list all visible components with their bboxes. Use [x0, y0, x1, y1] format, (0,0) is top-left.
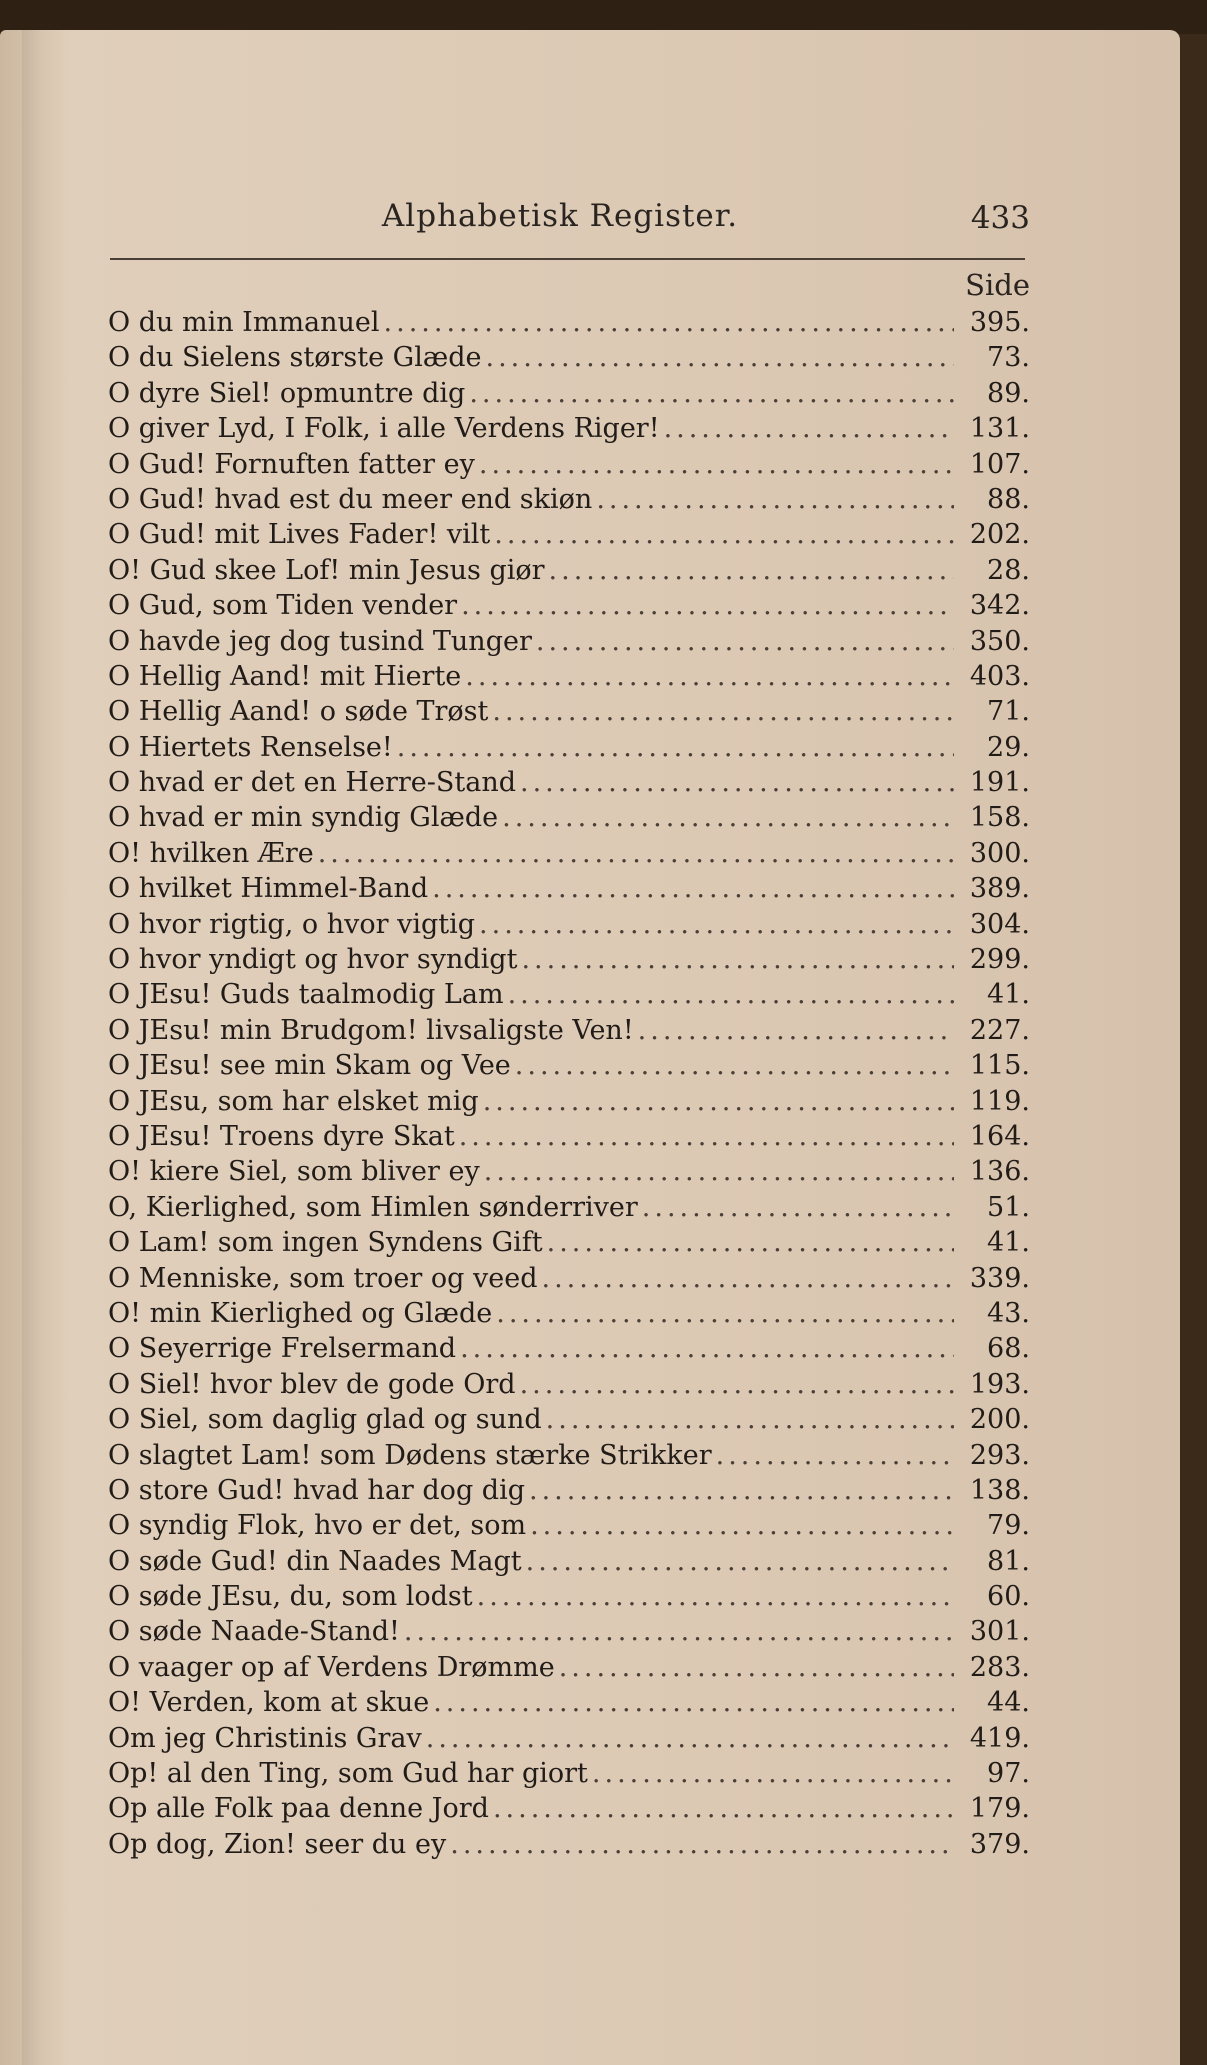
- dot-leader: [433, 1685, 954, 1720]
- dot-leader: [493, 1791, 954, 1826]
- dot-leader: [592, 1756, 954, 1791]
- register-entry: [108, 1791, 1030, 1826]
- dot-leader: [515, 1048, 954, 1083]
- register-entry: [108, 659, 1030, 694]
- entry-page: 227.: [969, 1014, 1030, 1046]
- register-entry: [108, 1331, 1030, 1366]
- dot-leader: [638, 1013, 954, 1048]
- register-entry: [108, 1473, 1030, 1508]
- entry-page: 293.: [969, 1439, 1030, 1471]
- entry-title: O! Verden, kom at skue: [108, 1687, 430, 1719]
- dot-leader: [502, 800, 954, 835]
- entry-title: O Gud, som Tiden vender: [108, 590, 458, 622]
- dot-leader: [484, 1154, 954, 1189]
- dot-leader: [549, 553, 954, 588]
- page-gutter: [22, 30, 42, 2065]
- register-entry: [108, 1508, 1030, 1543]
- dot-leader: [384, 305, 954, 340]
- register-entry: [108, 305, 1030, 340]
- register-entry: [108, 1402, 1030, 1437]
- entry-title: O hvilket Himmel-Band: [108, 873, 429, 905]
- entry-page: 51.: [987, 1191, 1030, 1223]
- entry-page: 299.: [969, 944, 1030, 976]
- entry-title: O hvor rigtig, o hvor vigtig: [108, 908, 476, 940]
- entry-page: 419.: [969, 1722, 1030, 1754]
- dot-leader: [397, 730, 954, 765]
- dot-leader: [664, 411, 954, 446]
- entry-title: O havde jeg dog tusind Tunger: [108, 625, 532, 657]
- entry-title: O Gud! hvad est du meer end skiøn: [108, 483, 593, 515]
- register-entry: [108, 447, 1030, 482]
- entry-title: O Lam! som ingen Syndens Gift: [108, 1227, 543, 1259]
- entry-title: O søde JEsu, du, som lodst: [108, 1581, 473, 1613]
- register-entry: [108, 907, 1030, 942]
- dot-leader: [318, 836, 954, 871]
- entry-page: 68.: [987, 1333, 1030, 1365]
- entry-title: O søde Gud! din Naades Magt: [108, 1545, 522, 1577]
- register-entry: [108, 800, 1030, 835]
- entry-title: O, Kierlighed, som Himlen sønderriver: [108, 1191, 638, 1223]
- entry-page: 395.: [969, 307, 1030, 338]
- dot-leader: [547, 1225, 954, 1260]
- page-title: Alphabetisk Register.: [381, 198, 739, 234]
- entry-page: 179.: [969, 1793, 1030, 1825]
- entry-title: O slagtet Lam! som Dødens stærke Strikker: [108, 1439, 712, 1471]
- entry-page: 43.: [987, 1297, 1030, 1329]
- entry-title: O Hellig Aand! mit Hierte: [108, 660, 462, 692]
- register-entry: [108, 1579, 1030, 1614]
- register-entry: [108, 1013, 1030, 1048]
- entry-title: O hvor yndigt og hvor syndigt: [108, 944, 518, 976]
- entry-title: O Menniske, som troer og veed: [108, 1262, 538, 1294]
- dot-leader: [536, 624, 954, 659]
- entry-title: O! hvilken Ære: [108, 837, 314, 869]
- dot-leader: [546, 1402, 954, 1437]
- register-entry: [108, 836, 1030, 871]
- entry-title: Op! al den Ting, som Gud har giort: [108, 1758, 588, 1790]
- entry-title: O store Gud! hvad har dog dig: [108, 1474, 526, 1506]
- dot-leader: [521, 942, 954, 977]
- entry-title: O! kiere Siel, som bliver ey: [108, 1156, 480, 1188]
- dot-leader: [559, 1650, 954, 1685]
- dot-leader: [716, 1438, 954, 1473]
- register-entry: [108, 1190, 1030, 1225]
- entry-page: 350.: [969, 625, 1030, 657]
- entry-title: O hvad er min syndig Glæde: [108, 802, 499, 834]
- register-entry: [108, 482, 1030, 517]
- register-entry: [108, 1827, 1030, 1862]
- register-entry: [108, 1367, 1030, 1402]
- entry-page: 193.: [969, 1368, 1030, 1400]
- register-entry: [108, 765, 1030, 800]
- entry-page: 131.: [969, 413, 1030, 445]
- entry-page: 73.: [987, 342, 1030, 374]
- entry-title: O Siel, som daglig glad og sund: [108, 1404, 542, 1436]
- entry-page: 191.: [969, 767, 1030, 799]
- entry-title: O Hiertets Renselse!: [108, 731, 393, 763]
- dot-leader: [486, 340, 954, 375]
- entry-title: O giver Lyd, I Folk, i alle Verdens Riger!: [108, 413, 660, 445]
- dot-leader: [461, 588, 954, 623]
- entry-title: O Siel! hvor blev de gode Ord: [108, 1368, 516, 1400]
- entry-title: O hvad er det en Herre-Stand: [108, 767, 516, 799]
- entry-page: 301.: [969, 1616, 1030, 1648]
- entry-title: O Seyerrige Frelsermand: [108, 1333, 457, 1365]
- entry-page: 41.: [987, 979, 1030, 1011]
- dot-leader: [530, 1508, 954, 1543]
- entry-title: O du min Immanuel: [108, 307, 380, 338]
- register-entry: [108, 1225, 1030, 1260]
- entry-title: Op alle Folk paa denne Jord: [108, 1793, 489, 1825]
- register-entry: [108, 977, 1030, 1012]
- entry-page: 88.: [987, 483, 1030, 515]
- entry-title: O syndig Flok, hvo er det, som: [108, 1510, 527, 1542]
- entry-title: O JEsu! see min Skam og Vee: [108, 1050, 511, 1082]
- entry-page: 41.: [987, 1227, 1030, 1259]
- entry-page: 28.: [987, 554, 1030, 586]
- register-entry: [108, 1756, 1030, 1791]
- dot-leader: [526, 1544, 954, 1579]
- entry-page: 342.: [969, 590, 1030, 622]
- entry-title: O Hellig Aand! o søde Trøst: [108, 696, 489, 728]
- register-entry: [108, 411, 1030, 446]
- entry-page: 81.: [987, 1545, 1030, 1577]
- dot-leader: [494, 517, 954, 552]
- register-entry: [108, 1048, 1030, 1083]
- entry-page: 89.: [987, 377, 1030, 409]
- register-entry: [108, 1544, 1030, 1579]
- entry-page: 339.: [969, 1262, 1030, 1294]
- entry-page: 107.: [969, 448, 1030, 480]
- entry-page: 44.: [987, 1687, 1030, 1719]
- entry-title: O Gud! Fornuften fatter ey: [108, 448, 475, 480]
- entry-page: 115.: [969, 1050, 1030, 1082]
- entry-title: Om jeg Christinis Grav: [108, 1722, 422, 1754]
- register-list: [108, 305, 1030, 1862]
- entry-title: O JEsu, som har elsket mig: [108, 1085, 479, 1117]
- page-column-label: Side: [965, 268, 1030, 302]
- entry-page: 158.: [969, 802, 1030, 834]
- register-entry: [108, 553, 1030, 588]
- dot-leader: [642, 1190, 954, 1225]
- entry-page: 304.: [969, 908, 1030, 940]
- entry-title: O dyre Siel! opmuntre dig: [108, 377, 466, 409]
- entry-page: 389.: [969, 873, 1030, 905]
- dot-leader: [465, 659, 954, 694]
- dot-leader: [469, 376, 954, 411]
- register-entry: [108, 1084, 1030, 1119]
- register-entry: [108, 871, 1030, 906]
- register-entry: [108, 1650, 1030, 1685]
- register-entry: [108, 624, 1030, 659]
- header-rule: [110, 258, 1025, 260]
- dot-leader: [450, 1827, 954, 1862]
- entry-page: 79.: [987, 1510, 1030, 1542]
- dot-leader: [520, 1367, 954, 1402]
- dot-leader: [460, 1331, 954, 1366]
- dot-leader: [483, 1084, 954, 1119]
- register-entry: [108, 340, 1030, 375]
- dot-leader: [404, 1614, 954, 1649]
- entry-page: 138.: [969, 1474, 1030, 1506]
- entry-title: O! min Kierlighed og Glæde: [108, 1297, 493, 1329]
- register-entry: [108, 588, 1030, 623]
- entry-title: O Gud! mit Lives Fader! vilt: [108, 519, 491, 551]
- entry-title: O du Sielens største Glæde: [108, 342, 482, 374]
- entry-page: 60.: [987, 1581, 1030, 1613]
- entry-page: 164.: [969, 1120, 1030, 1152]
- register-entry: [108, 517, 1030, 552]
- entry-title: O JEsu! Troens dyre Skat: [108, 1120, 455, 1152]
- register-entry: [108, 730, 1030, 765]
- entry-page: 403.: [969, 660, 1030, 692]
- dot-leader: [459, 1119, 954, 1154]
- register-entry: [108, 376, 1030, 411]
- entry-page: 379.: [969, 1828, 1030, 1860]
- register-entry: [108, 694, 1030, 729]
- entry-page: 71.: [987, 696, 1030, 728]
- dot-leader: [477, 1579, 954, 1614]
- entry-page: 119.: [969, 1085, 1030, 1117]
- entry-title: O vaager op af Verdens Drømme: [108, 1651, 555, 1683]
- entry-title: O JEsu! Guds taalmodig Lam: [108, 979, 504, 1011]
- entry-title: O! Gud skee Lof! min Jesus giør: [108, 554, 545, 586]
- register-entry: [108, 1154, 1030, 1189]
- page-number: 433: [970, 200, 1030, 236]
- register-entry: [108, 1685, 1030, 1720]
- entry-page: 200.: [969, 1404, 1030, 1436]
- dot-leader: [492, 694, 954, 729]
- entry-page: 29.: [987, 731, 1030, 763]
- entry-page: 300.: [969, 837, 1030, 869]
- dot-leader: [520, 765, 954, 800]
- register-entry: [108, 1721, 1030, 1756]
- entry-page: 136.: [969, 1156, 1030, 1188]
- dot-leader: [529, 1473, 954, 1508]
- register-entry: [108, 1296, 1030, 1331]
- entry-title: O JEsu! min Brudgom! livsaligste Ven!: [108, 1014, 634, 1046]
- dot-leader: [596, 482, 954, 517]
- entry-page: 202.: [969, 519, 1030, 551]
- register-entry: [108, 942, 1030, 977]
- dot-leader: [479, 447, 954, 482]
- dot-leader: [508, 977, 954, 1012]
- dot-leader: [496, 1296, 954, 1331]
- dot-leader: [542, 1261, 954, 1296]
- entry-page: 97.: [987, 1758, 1030, 1790]
- register-entry: [108, 1119, 1030, 1154]
- register-entry: [108, 1438, 1030, 1473]
- entry-page: 283.: [969, 1651, 1030, 1683]
- dot-leader: [426, 1721, 954, 1756]
- book-edge: [0, 0, 1207, 34]
- register-entry: [108, 1614, 1030, 1649]
- entry-title: Op dog, Zion! seer du ey: [108, 1828, 447, 1860]
- dot-leader: [432, 871, 954, 906]
- dot-leader: [479, 907, 954, 942]
- register-entry: [108, 1261, 1030, 1296]
- entry-title: O søde Naade-Stand!: [108, 1616, 400, 1648]
